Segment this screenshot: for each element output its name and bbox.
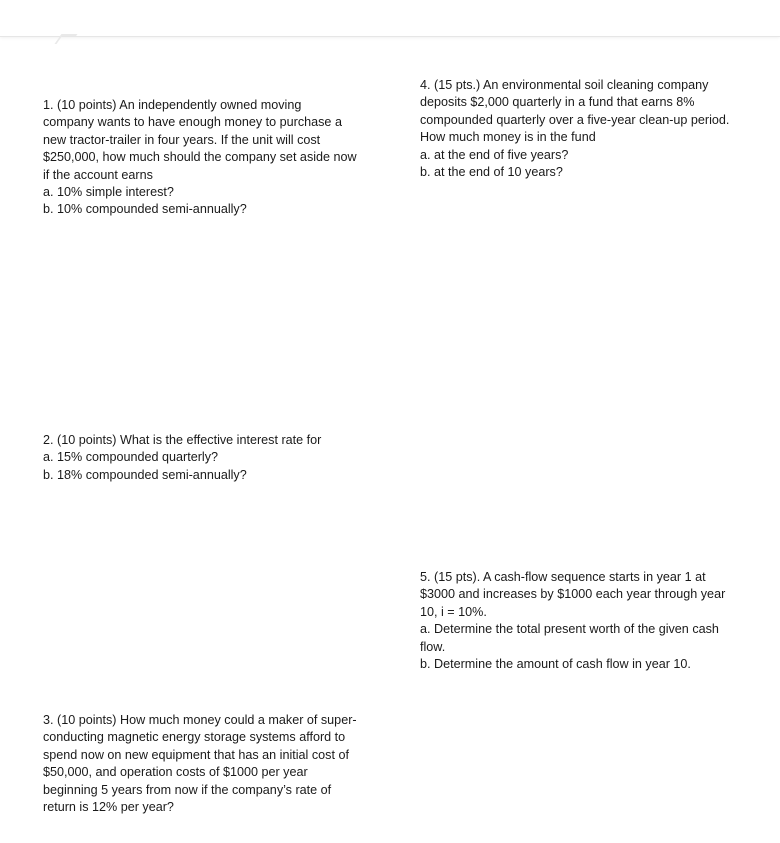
problem-4 [420,77,729,181]
problem-4-line: 4. (15 pts.) An environmental soil cleaning company [420,78,709,92]
problem-5-part-a-cont: flow. [420,639,446,654]
problem-3-line: $50,000, and operation costs of $1000 per year [43,765,308,780]
problem-3-line: conducting magnetic energy storage systems afford to [43,730,346,745]
problem-3-line: 3. (10 points) How much money could a maker of super- [43,713,357,727]
problem-2 [43,432,321,484]
problem-1-line: company wants to have enough money to purchase a [43,115,342,130]
problem-1-line: if the account earns [43,167,153,182]
problem-5-line: 5. (15 pts). A cash-flow sequence starts in year 1 at [420,570,706,584]
problem-1 [43,97,357,219]
problem-5 [420,569,725,673]
problem-1-part-a: a. 10% simple interest? [43,185,174,200]
problem-3-line: spend now on new equipment that has an initial cost of [43,747,349,762]
problem-2-part-a: a. 15% compounded quarterly? [43,450,219,465]
problem-3 [43,712,357,816]
problem-5-part-a: a. Determine the total present worth of the given cash [420,622,719,637]
problem-5-part-b: b. Determine the amount of cash flow in year 10. [420,657,691,672]
problem-5-line: 10, i = 10%. [420,604,487,619]
top-toolbar-band [0,0,780,37]
problem-1-part-b: b. 10% compounded semi-annually? [43,202,247,217]
problem-5-line: $3000 and increases by $1000 each year through year [420,587,726,602]
problem-4-line: compounded quarterly over a five-year clean-up period. [420,112,730,127]
problem-4-line: How much money is in the fund [420,130,596,145]
problem-3-line: beginning 5 years from now if the company’s rate of [43,782,332,797]
problem-3-line: return is 12% per year? [43,800,174,815]
problem-1-line: 1. (10 points) An independently owned moving [43,98,302,112]
problem-4-part-b: b. at the end of 10 years? [420,165,563,180]
problem-1-line: $250,000, how much should the company set aside now [43,150,357,165]
problem-1-line: new tractor-trailer in four years. If the unit will cost [43,132,321,147]
problem-2-line: 2. (10 points) What is the effective interest rate for [43,433,322,447]
problem-4-part-a: a. at the end of five years? [420,147,569,162]
problem-4-line: deposits $2,000 quarterly in a fund that earns 8% [420,95,695,110]
problem-2-part-b: b. 18% compounded semi-annually? [43,467,247,482]
